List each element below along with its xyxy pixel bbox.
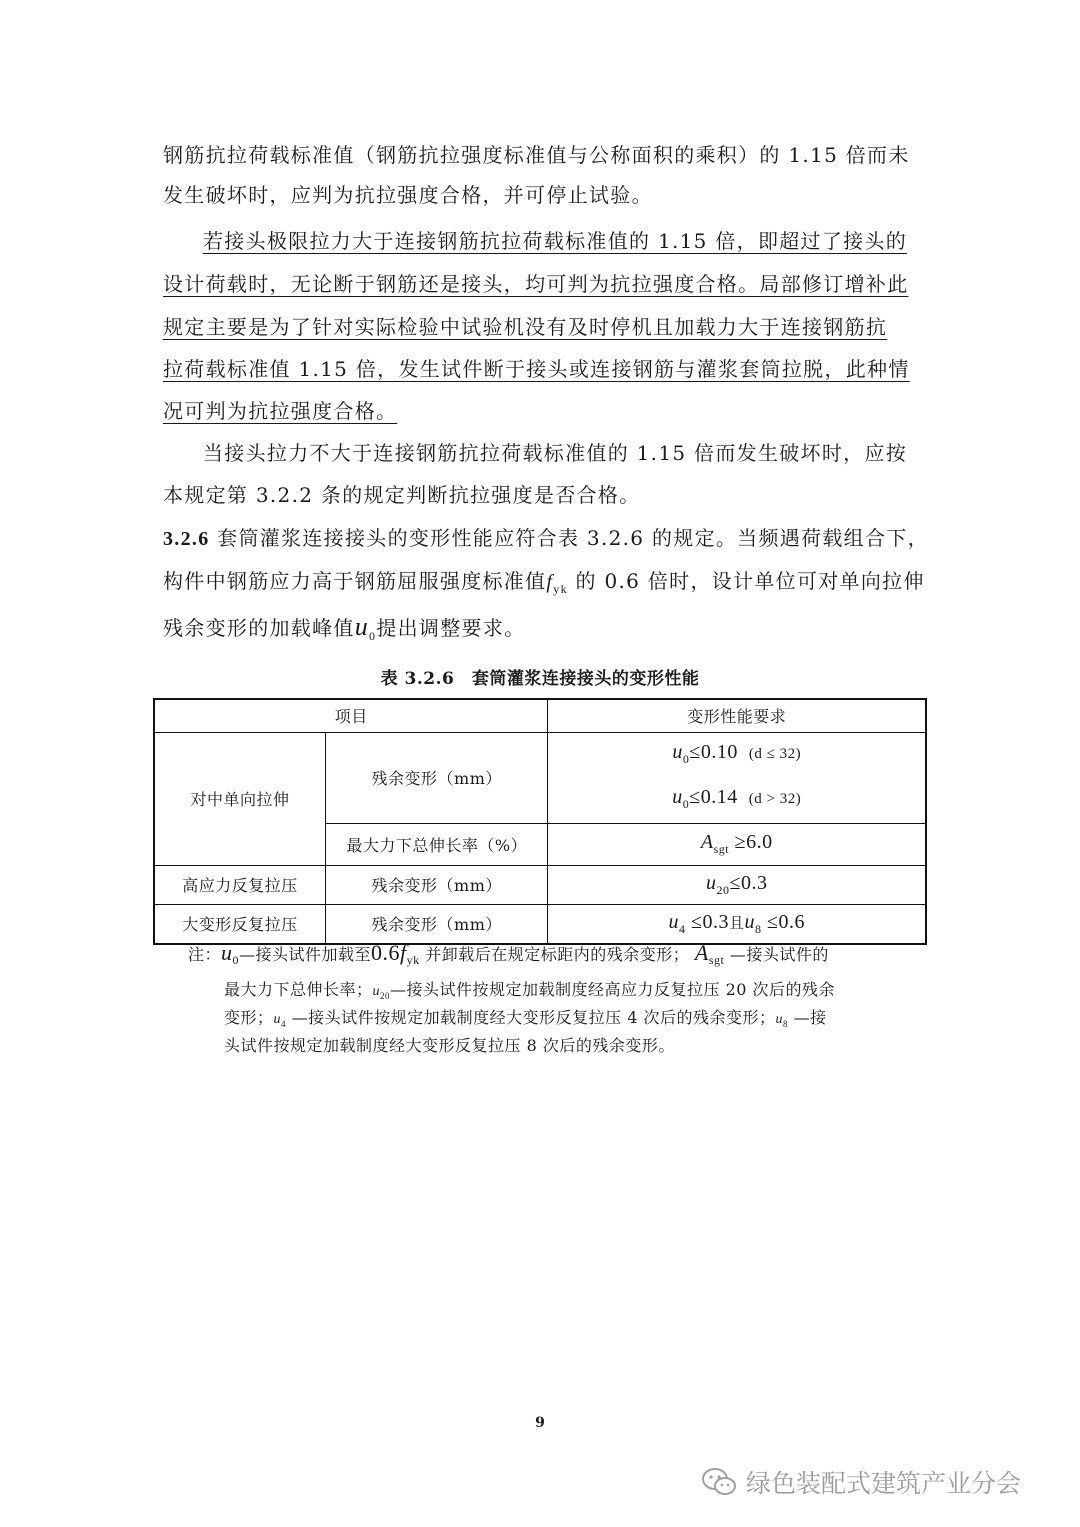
req-expr: ≤0.6 (766, 910, 805, 933)
deformation-table (153, 698, 927, 945)
row-group-label: 大变形反复拉压 (154, 904, 325, 944)
row-sub-label: 残余变形（mm） (325, 904, 547, 944)
wechat-icon (700, 1466, 738, 1498)
note-coef: 0.6 (371, 940, 401, 965)
table-row (154, 865, 926, 904)
row-sub-label: 残余变形（mm） (325, 732, 547, 823)
watermark-text: 绿色装配式建筑产业分会 (746, 1469, 1022, 1498)
requirement-cell: $u_0\le 0.10$ (d ≤ 32) $u_0\le 0.14$ (d > 32) (548, 732, 926, 823)
row-sub-label: 残余变形（mm） (325, 865, 547, 904)
note-text: 并卸载后在规定标距内的残余变形； (425, 945, 690, 964)
row-group-label: 对中单向拉伸 (154, 732, 325, 865)
revision-line (163, 353, 918, 382)
clause-text: 套筒灌浆连接接头的变形性能应符合表 3.2.6 的规定。当频遇荷载组合下， (217, 526, 929, 550)
body-text: 当接头拉力不大于连接钢筋抗拉荷载标准值的 1.15 倍而发生破坏时，应按 (203, 441, 908, 465)
clause-line (163, 565, 925, 597)
header-item: 项目 (154, 699, 548, 732)
revision-line (163, 225, 918, 254)
note-text: —接头试件的 (729, 945, 829, 964)
body-line (163, 437, 918, 466)
row-sub-label: 最大力下总伸长率（%） (325, 823, 547, 865)
table-row (154, 904, 926, 944)
page-number: 9 (535, 1415, 545, 1431)
clause-text: 残余变形的加载峰值 (163, 616, 355, 640)
req-expr: ≤0.10 (689, 740, 738, 763)
body-line: 钢筋抗拉荷载标准值（钢筋抗拉强度标准值与公称面积的乘积）的 1.15 倍而未 (163, 143, 910, 167)
revision-line (163, 311, 918, 340)
table-row (154, 732, 926, 823)
note-text: —接头试件加载至 (239, 945, 372, 964)
revision-text: 若接头极限拉力大于连接钢筋抗拉荷载标准值的 1.15 倍，即超过了接头的 (203, 229, 908, 253)
note-line: 变形；$u_4$ —接头试件按规定加载制度经大变形反复拉压 4 次后的残余变形；$u_8$ —接 (224, 1008, 827, 1030)
requirement-cell: $u_{20}\le 0.3$ (548, 865, 926, 904)
req-expr: ≥6.0 (734, 831, 773, 853)
note-text: —接头试件按规定加载制度经高应力反复拉压 20 次后的残余 (390, 980, 836, 999)
clause-line (163, 612, 918, 644)
header-requirement: 变形性能要求 (548, 699, 926, 732)
req-var: A (700, 831, 714, 853)
symbol-u: u (354, 612, 370, 641)
symbol-f: f (546, 571, 554, 593)
revision-line (163, 395, 918, 424)
req-expr: ≤0.3 (690, 910, 729, 933)
symbol-sub: 0 (369, 629, 377, 643)
revision-text: 拉荷载标准值 1.15 倍，发生试件断于接头或连接钢筋与灌浆套筒拉脱，此种情 (163, 357, 910, 381)
req-sub: 20 (716, 882, 730, 897)
note-line: 头试件按规定加载制度经大变形反复拉压 8 次后的残余变形。 (224, 1036, 675, 1055)
clause-text: 的 0.6 倍时，设计单位可对单向拉伸 (575, 569, 925, 593)
req-expr: ≤0.14 (689, 785, 738, 808)
revision-text: 规定主要是为了针对实际检验中试验机没有及时停机且加载力大于连接钢筋抗 (163, 315, 888, 339)
requirement-cell: $u_4 \le 0.3$且$u_8 \le 0.6$ (548, 904, 926, 944)
row-group-label: 高应力反复拉压 (154, 865, 325, 904)
note-label: 注： (188, 945, 222, 964)
revision-line (163, 268, 918, 297)
symbol-sub: yk (553, 582, 568, 596)
clause-line (163, 522, 929, 551)
req-sub: sgt (713, 842, 730, 856)
req-sub: 8 (754, 921, 762, 936)
table-header-row (154, 699, 926, 732)
note-text: 变形； (224, 1008, 274, 1027)
note-text: 最大力下总伸长率； (224, 980, 373, 999)
note-text: —接头试件按规定加载制度经大变形反复拉压 4 次后的残余变形； (291, 1008, 776, 1027)
req-cond: (d > 32) (748, 790, 802, 807)
body-line: 本规定第 3.2.2 条的规定判断抗拉强度是否合格。 (163, 483, 641, 507)
body-line: 发生破坏时，应判为抗拉强度合格，并可停止试验。 (163, 183, 653, 207)
clause-text: 提出调整要求。 (376, 616, 526, 640)
table-caption: 表 3.2.6 套筒灌浆连接接头的变形性能 (380, 669, 700, 689)
note-line: 注：$u_0—$接头试件加载至$0.6f_{yk}$ 并卸载后在规定标距内的残余变形； $A_{sgt}$ —接头试件的 (188, 940, 829, 968)
note-line: 最大力下总伸长率；$u_{20}—$接头试件按规定加载制度经高应力反复拉压 20 次后的残余 (224, 980, 836, 1002)
clause-number: 3.2.6 (163, 528, 210, 550)
req-expr: ≤0.3 (729, 871, 768, 894)
req-sub: 4 (678, 921, 686, 936)
clause-text: 构件中钢筋应力高于钢筋屈服强度标准值 (163, 569, 547, 593)
req-and: 且 (728, 913, 745, 932)
revision-text: 况可判为抗拉强度合格。 (163, 399, 398, 423)
watermark (700, 1462, 1021, 1502)
req-cond: (d ≤ 32) (748, 745, 802, 762)
note-text: —接 (793, 1008, 827, 1027)
requirement-cell (548, 823, 926, 865)
revision-text: 设计荷载时，无论断于钢筋还是接头，均可判为抗拉强度合格。局部修订增补此 (163, 272, 909, 296)
